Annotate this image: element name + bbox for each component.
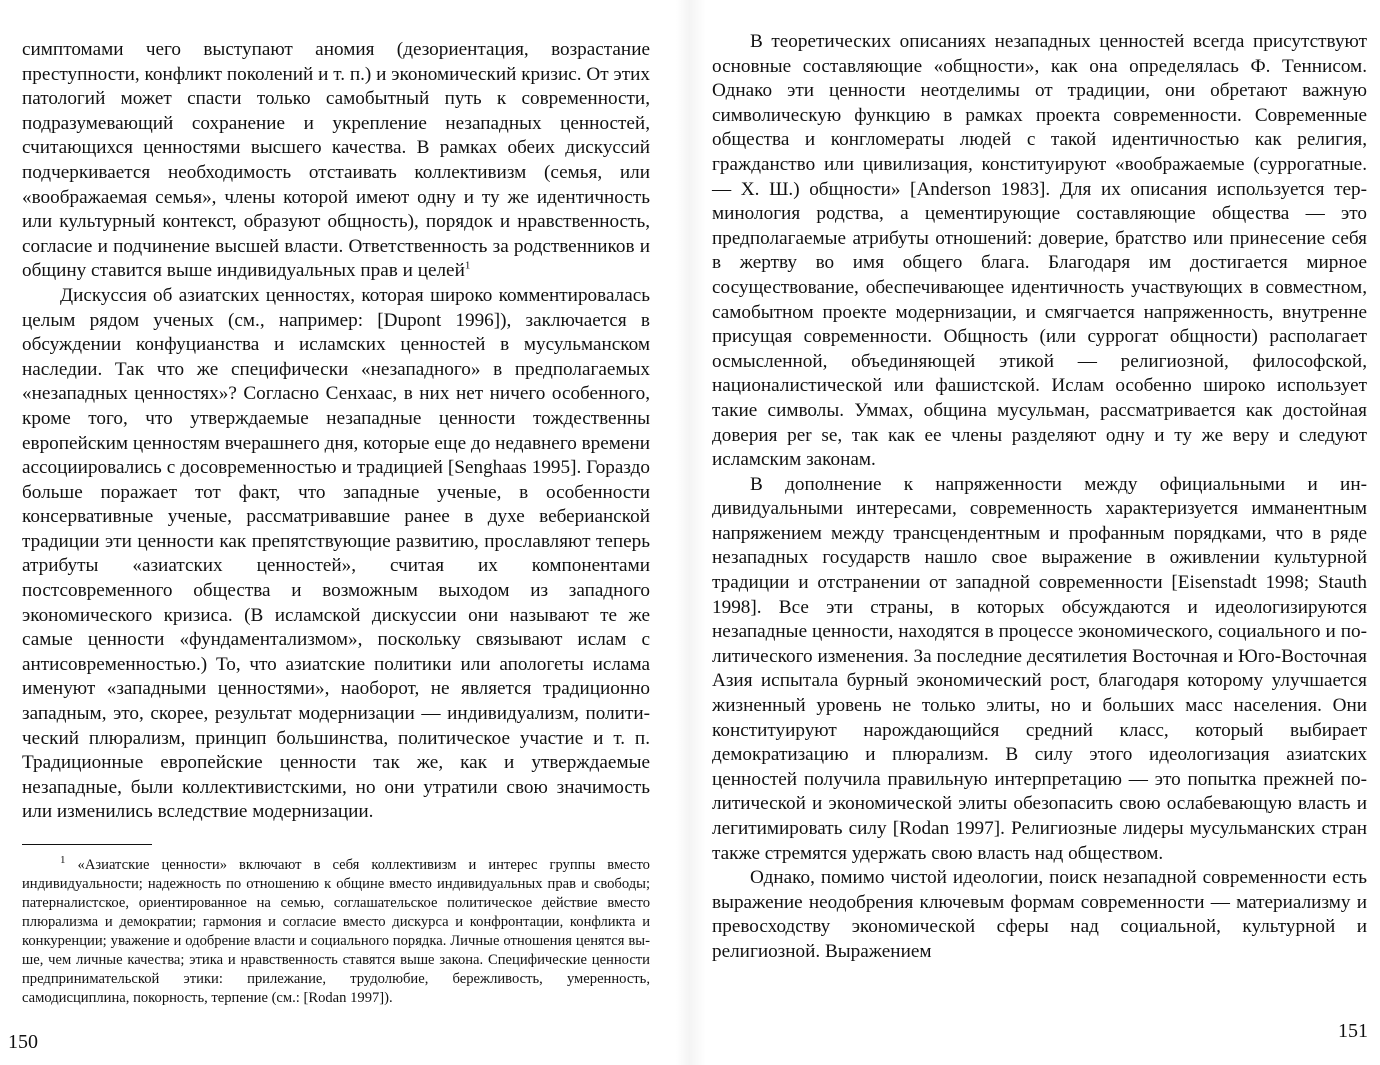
footnote-marker: 1 bbox=[60, 854, 66, 867]
right-paragraph-2: В дополнение к напряженности между официальными и индивидуальными интересами, современность характеризуется имманентным напряжением между трансцендентным и профанным порядками, что в ряде незападных государств нашло свое выражение в оживлении культурной традиции и отстранении от западной современности [Eisenstadt 1998; Stauth 1998]. Все эти страны, в которых обсуждаются и идеологизируются незападные ценности, находятся в процессе экономического, социального и политического изменения. За последние десятилетия Восточная и Юго-Восточная Азия испытала бурный экономический рост, благодаря которому улучшается жизненный уровень не только элиты, но и больших масс населения. Они конституируют нарождающийся средний класс, который выбирает демократизацию и плюрализм. В силу этого идеологизация азиатских ценностей получила правильную интерпретацию — это попытка прежней политической и экономической элиты обезопасить свою ослабевающую власть и легитимировать силу [Rodan 1997]. Религиозные лидеры мусульманских стран также стремятся удержать свою власть над обществом. bbox=[712, 473, 1367, 864]
right-paragraph-1: В теоретических описаниях незападных ценностей всегда присутствуют основные составляющие «общности», как она определялась Ф. Теннисом. Однако эти ценности неотделимы от традиции, они обретают важную символическую функцию в рамках проекта современности. Современные общества и конгломераты людей с такой идентичностью как религия, гражданство или цивилизация, конституируют «воображаемые (суррогатные. — Х. Ш.) общности» [Anderson 1983]. Для их описания используется терминология родства, а цементирующие составляющие общества — это предполагаемые атрибуты отношений: доверие, братство или принесение себя в жертву во имя общего блага. Благодаря им достигается мирное сосуществование, обеспечивающее идентичность участвующих в совместном, самобытном проекте модернизации, и смягчается напряженность, внутренне присущая современности. Общность (или суррогат общности) располагает осмысленной, объединяющей этикой — религиозной, философской, националистической или фашистской. Ислам особенно широко использует такие символы. Уммах, община мусульман, рассматривается как достойная доверия per se, так как ее члены разделяют одну и ту же веру и следуют исламским законам. bbox=[712, 31, 1367, 471]
left-paragraph-1 bbox=[22, 38, 650, 284]
footnote-divider bbox=[22, 844, 152, 845]
right-paragraph-3: Однако, помимо чистой идеологии, поиск незападной современности есть выражение неодобрения ключевым формам современности — материализму и превосходству экономической сферы над социальной, культурной и религиозной. Выражением bbox=[712, 867, 1367, 962]
page-number-left: 150 bbox=[8, 1031, 38, 1053]
left-paragraph-2: Дискуссия об азиатских ценностях, которая широко комментировалась целым рядом ученых (см., например: [Dupont 1996]), заключается в обсуждении конфуцианства и исламских ценностей в мусульманском наследии. Так что же специфически «незападного» в предполагаемых «незападных ценностях»? Согласно Сенхаас, в них нет ничего особенного, кроме того, что утверждаемые незападные ценности тождественны европейским ценностям вчерашнего дня, которые еще до недавнего времени ассоциировались с досовременностью и традицией [Senghaas 1995]. Гораздо больше поражает тот факт, что западные ученые, в особенности консервативные ученые, рассматривавшие ранее в духе веберианской традиции эти ценности как препятствующие развитию, прославляют теперь атрибуты «азиатских ценностей», считая их компонентами постсовременного общества и возможным выходом из западного экономического кризиса. (В исламской дискуссии они называют те же самые ценности «фундаментализмом», поскольку связывают ислам с антисовременностью.) То, что азиатские политики или апологеты ислама именуют «западными ценностями», наоборот, не является традиционно западным, это, скорее, результат модернизации — индивидуализм, политический плюрализм, принцип большинства, политическое участие и т. п. Традиционные европейские ценности так же, как и утверждаемые незападные, были коллективистскими, но они утратили свою значимость или изменились вследствие модернизации. bbox=[22, 284, 650, 823]
footnote bbox=[22, 856, 650, 1008]
right-text-column bbox=[712, 30, 1367, 965]
footnote-text: «Азиатские ценности» включают в себя коллективизм и интерес группы вместо индивидуальности; надежность по отношению к общине вместо индивидуальных прав и свободы; патерналистское, ориентированное на семью, соглашательское политическое действие вместо плюрализма и демократии; гармония и согласие вместо дискурса и конфронтации, конфликта и конкуренции; уважение и одобрение власти и социального порядка. Личные отношения ценятся выше, чем личные качества; этика и нравственность ставятся выше закона. Специфические ценности предпринимательской этики: прилежание, трудолюбие, бережливость, умеренность, самодисциплина, покорность, терпение (см.: [Rodan 1997]). bbox=[22, 857, 650, 1006]
left-text-column bbox=[22, 38, 650, 825]
page-number-right: 151 bbox=[1338, 1020, 1368, 1042]
footnote-reference: 1 bbox=[464, 259, 471, 272]
left-paragraph-1-text: симптомами чего выступают аномия (дезориентация, возрастание преступности, конфликт поколений и т. п.) и экономический кризис. От этих патологий может спасти только самобытный путь к современности, подразумевающий сохранение и укрепление незападных ценностей, считающихся ценностями высшего качества. В рамках обеих дискуссий подчеркивается необходимость отстаивать коллективизм (семья, или «воображаемая семья», члены которой имеют одну и ту же идентичность или культурный контекст, образуют общность), порядок и нравственность, согласие и подчинение высшей власти. Ответственность за родственников и общину ставится выше индивидуальных прав и целей bbox=[22, 39, 650, 282]
book-gutter bbox=[676, 0, 706, 1065]
